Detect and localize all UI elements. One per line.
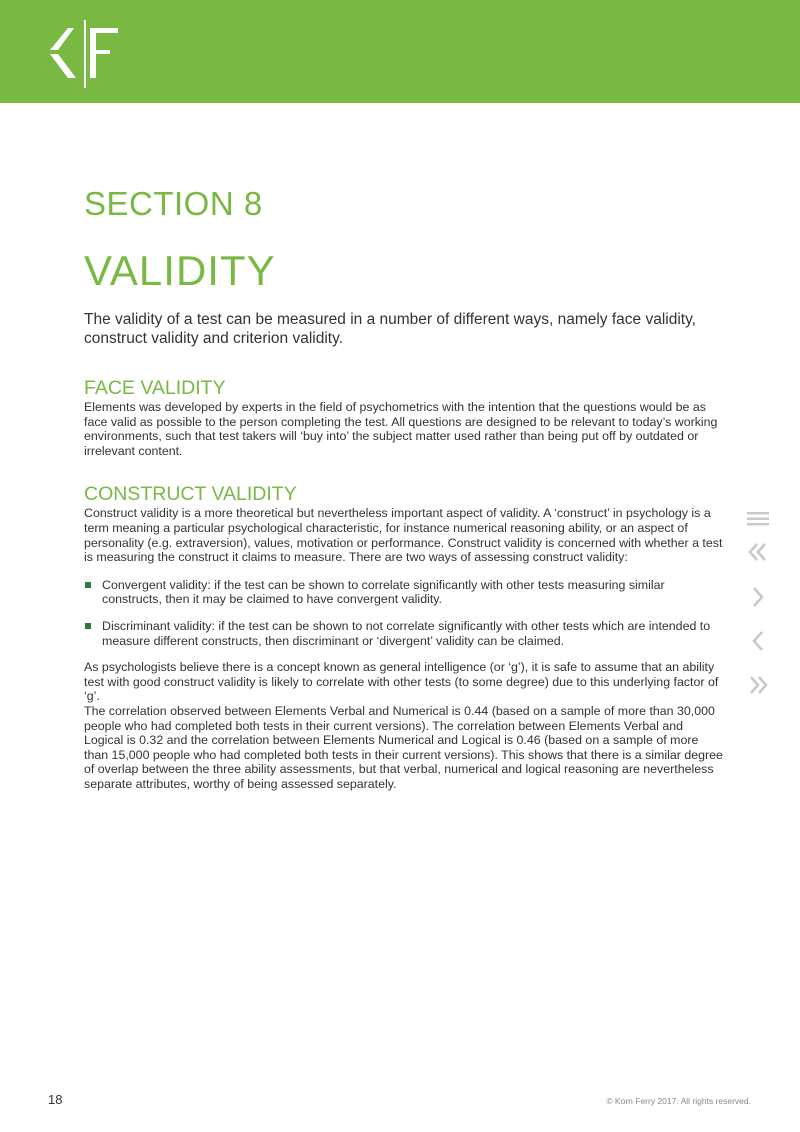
first-page-icon[interactable] [746, 540, 770, 564]
convergent-validity-text: Convergent validity: if the test can be shown to correlate significantly with other tests measuring similar constructs, then it may be claimed to have convergent validity. [102, 577, 665, 607]
construct-validity-heading: CONSTRUCT VALIDITY [84, 483, 297, 506]
main-content [84, 184, 724, 791]
general-intelligence-paragraph: As psychologists believe there is a concept known as general intelligence (or ‘g’), it is safe to assume that an ability test with good construct validity is likely to correlate with other tests (to some degree) due to this underlying factor of ‘g’. [84, 660, 719, 704]
previous-page-icon[interactable] [746, 629, 770, 653]
discriminant-validity-text: Discriminant validity: if the test can be shown to not correlate significantly with other tests which are intended to measure different constructs, then discriminant or ‘divergent’ validity can be claimed. [102, 618, 711, 648]
page-title: VALIDITY [84, 247, 276, 294]
page-number: 18 [48, 1092, 63, 1107]
next-page-icon[interactable] [746, 585, 770, 609]
header-banner [0, 0, 800, 103]
bullet-icon [85, 623, 91, 629]
validity-types-list [84, 578, 724, 648]
last-page-icon[interactable] [746, 673, 770, 697]
construct-validity-paragraph: Construct validity is a more theoretical but nevertheless important aspect of validity. A ‘construct’ in psychology is a term meaning a particular psychological characteristic, for instance numerical reasoning ability, or an aspect of personality (e.g. extraversion), values, motivation or performance. Construct validity is concerned with whether a test is measuring the construct it claims to measure. There are two ways of assessing construct validity: [84, 506, 723, 565]
bullet-icon [85, 582, 91, 588]
list-item [84, 578, 724, 607]
list-item [84, 619, 724, 648]
face-validity-paragraph: Elements was developed by experts in the field of psychometrics with the intention that the questions would be as face valid as possible to the person completing the test. All questions are designed to be relevant to today’s working environments, such that test takers will ‘buy into’ the subject matter used rather than being put off by outdated or irrelevant content. [84, 400, 718, 458]
copyright-notice: © Korn Ferry 2017. All rights reserved. [606, 1096, 751, 1106]
correlations-paragraph: The correlation observed between Elements Verbal and Numerical is 0.44 (based on a sample of more than 30,000 people who had completed both tests in their current versions). The correlation between Elements Verbal and Logical is 0.32 and the correlation between Elements Numerical and Logical is 0.46 (based on a sample of more than 15,000 people who had completed both tests in their current versions). This shows that there is a similar degree of overlap between the three ability assessments, but that verbal, numerical and logical reasoning are nevertheless separate attributes, worthy of being assessed separately. [84, 703, 723, 791]
korn-ferry-logo-icon [46, 20, 122, 88]
menu-icon[interactable] [746, 507, 770, 531]
section-label: SECTION 8 [84, 185, 263, 222]
intro-paragraph: The validity of a test can be measured in a number of different ways, namely face validity, construct validity and criterion validity. [84, 311, 696, 347]
face-validity-heading: FACE VALIDITY [84, 377, 226, 399]
